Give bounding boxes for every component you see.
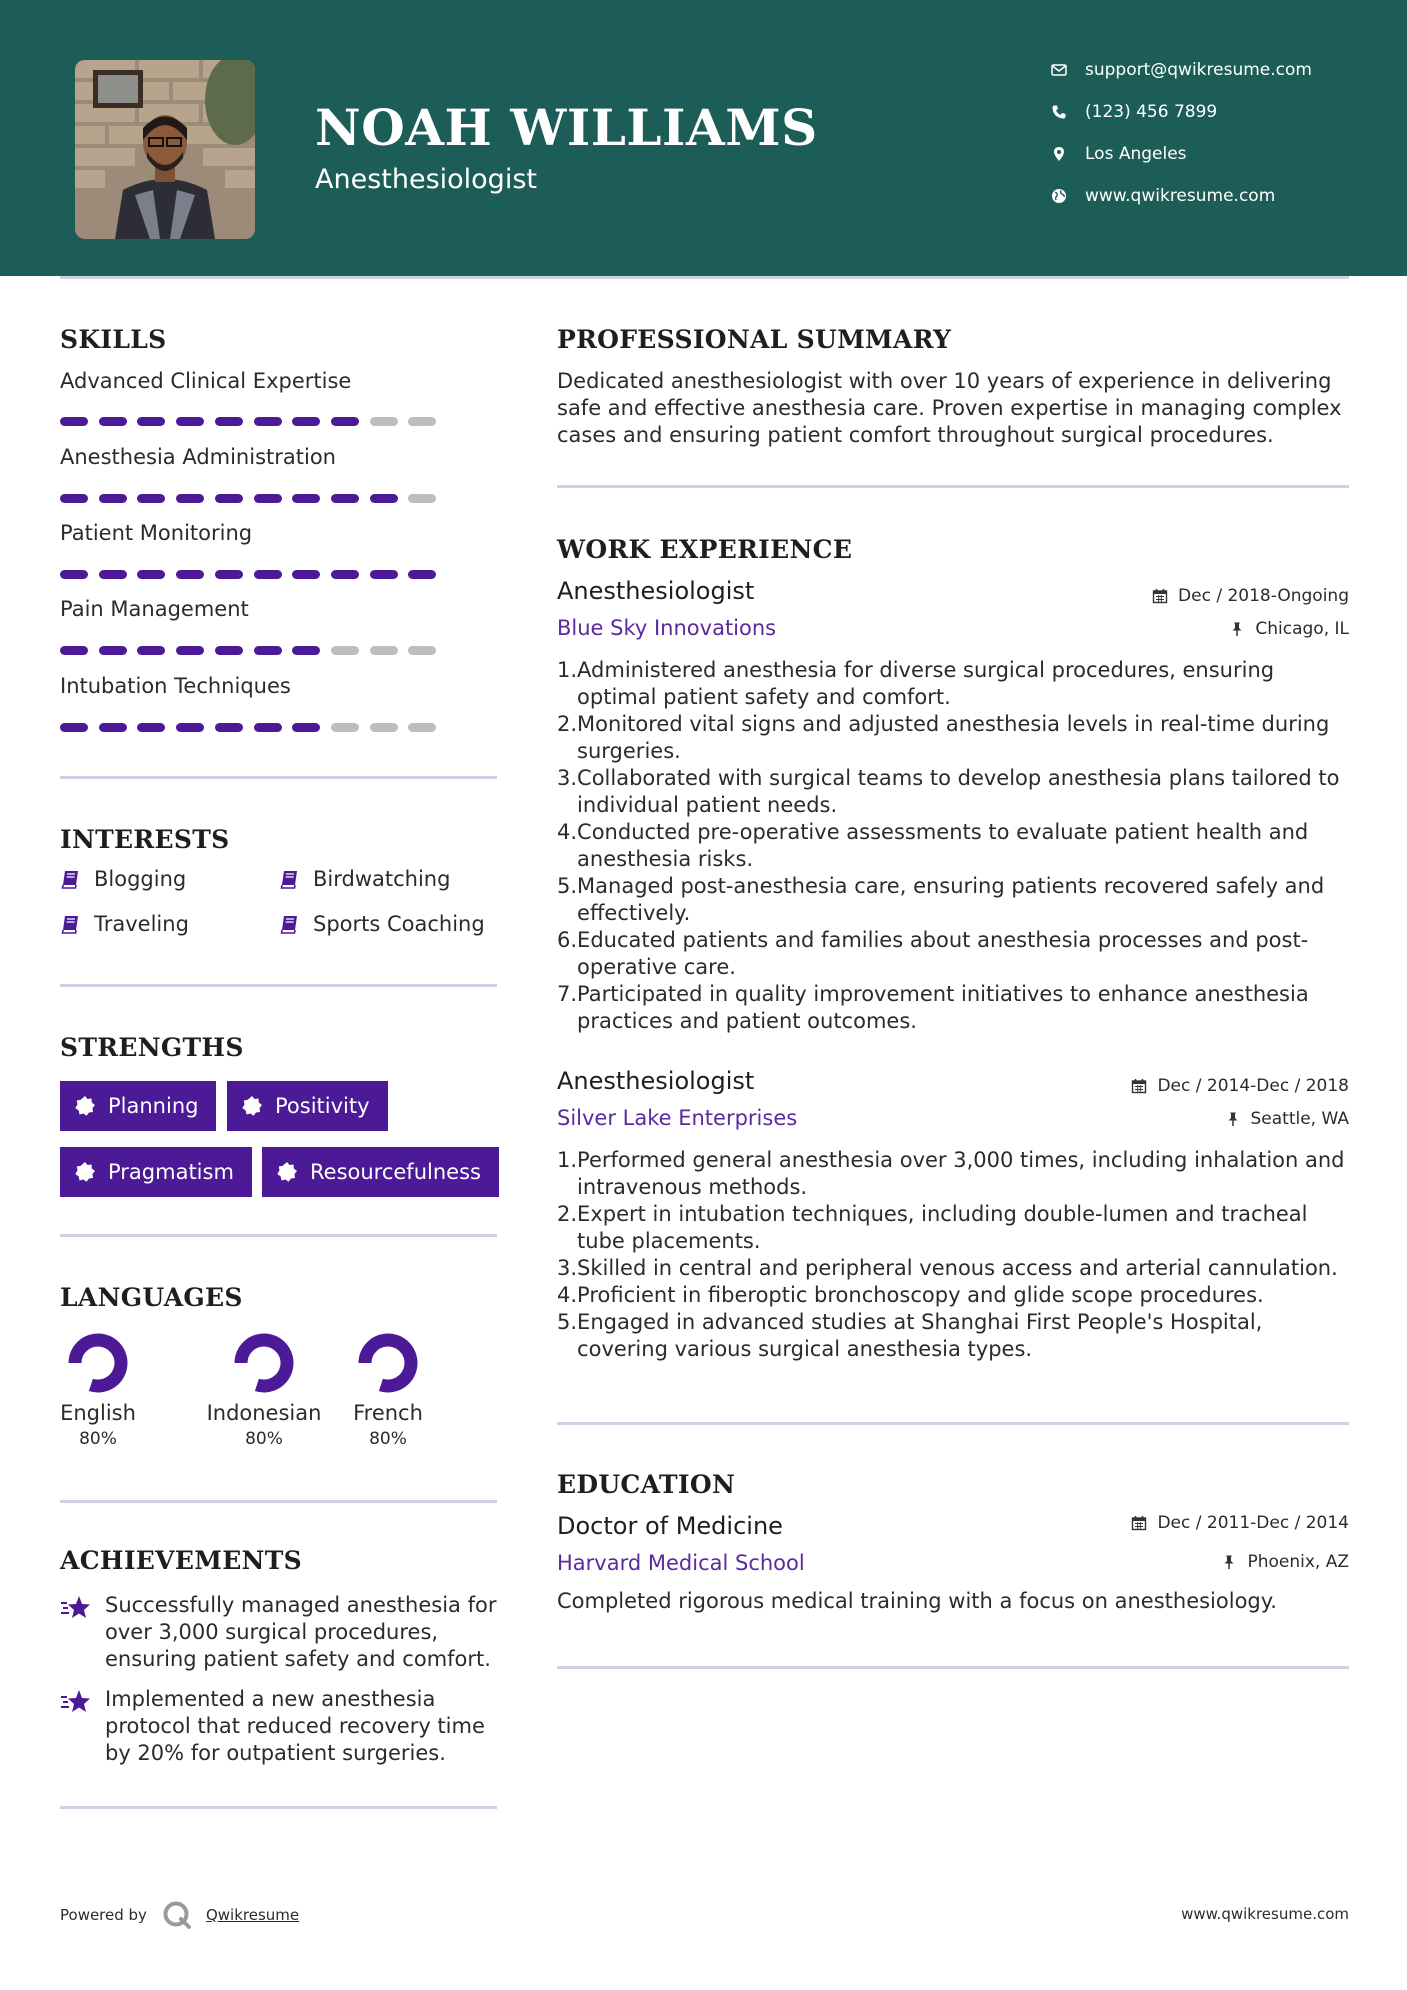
- language-name: English: [60, 1401, 136, 1425]
- strength-label: Positivity: [275, 1094, 370, 1118]
- section-divider: [557, 1422, 1349, 1425]
- contact-email-text: support@qwikresume.com: [1085, 60, 1312, 80]
- duty-item: 5. Managed post-anesthesia care, ensuring patients recovered safely and effectively.: [557, 873, 1357, 927]
- job-duties: [557, 1147, 1357, 1363]
- skill-dot: [215, 570, 243, 579]
- duty-item: 1. Performed general anesthesia over 3,000 times, including inhalation and intravenous methods.: [557, 1147, 1357, 1201]
- skill-dot: [331, 570, 359, 579]
- section-divider: [60, 984, 497, 987]
- skill-dot: [60, 723, 88, 732]
- education-description: Completed rigorous medical training with a focus on anesthesiology.: [557, 1589, 1277, 1613]
- book-icon: [60, 868, 82, 890]
- interest-item: [279, 867, 450, 891]
- language-name: Indonesian: [206, 1401, 322, 1425]
- skill-dot: [331, 723, 359, 732]
- contact-email[interactable]: [1048, 56, 1312, 84]
- skill-dot: [331, 417, 359, 426]
- duty-text: Expert in intubation techniques, including double-lumen and tracheal tube placements.: [577, 1202, 1308, 1253]
- section-divider: [60, 776, 497, 779]
- duty-item: 3. Collaborated with surgical teams to develop anesthesia plans tailored to individual patient needs.: [557, 765, 1357, 819]
- duty-text: Conducted pre-operative assessments to evaluate patient health and anesthesia risks.: [577, 820, 1309, 871]
- duty-item: 2. Expert in intubation techniques, including double-lumen and tracheal tube placements.: [557, 1201, 1357, 1255]
- duty-text: Participated in quality improvement initiatives to enhance anesthesia practices and patient outcomes.: [577, 982, 1309, 1033]
- location-pin-icon: [1048, 143, 1070, 165]
- strength-tag: [262, 1147, 499, 1197]
- skill-dot: [99, 723, 127, 732]
- strengths-heading: STRENGTHS: [60, 1033, 244, 1062]
- interest-item: [60, 867, 186, 891]
- skill-dot: [408, 646, 436, 655]
- skill-dot: [408, 570, 436, 579]
- footer-website[interactable]: www.qwikresume.com: [1181, 1905, 1349, 1923]
- badge-icon: [241, 1095, 263, 1117]
- contact-website-text: www.qwikresume.com: [1085, 186, 1276, 206]
- skill-dot: [254, 570, 282, 579]
- education-location-text: Phoenix, AZ: [1247, 1552, 1349, 1572]
- footer-powered-by: [60, 1900, 299, 1930]
- book-icon: [279, 913, 301, 935]
- strength-tag: [60, 1081, 216, 1131]
- language-name: French: [353, 1401, 423, 1425]
- job-title: Anesthesiologist: [557, 577, 755, 605]
- strength-label: Pragmatism: [108, 1160, 234, 1184]
- summary-heading: PROFESSIONAL SUMMARY: [557, 325, 952, 354]
- language-item: [328, 1333, 448, 1449]
- duty-item: 5. Engaged in advanced studies at Shanghai First People's Hospital, covering various surgical anesthesia types.: [557, 1309, 1357, 1363]
- achievement-text: Successfully managed anesthesia for over 3,000 surgical procedures, ensuring patient safety and comfort.: [105, 1593, 497, 1671]
- interest-item: [279, 912, 485, 936]
- language-percent: 80%: [245, 1429, 283, 1449]
- badge-icon: [276, 1161, 298, 1183]
- skill-name: Intubation Techniques: [60, 674, 291, 698]
- qwikresume-logo-icon: [162, 1900, 192, 1930]
- duty-text: Administered anesthesia for diverse surgical procedures, ensuring optimal patient safety and comfort.: [577, 658, 1275, 709]
- interests-heading: INTERESTS: [60, 825, 230, 854]
- language-item: [38, 1333, 158, 1449]
- skill-dot: [254, 417, 282, 426]
- skill-dot: [176, 494, 204, 503]
- candidate-role: Anesthesiologist: [315, 164, 537, 195]
- skill-dot: [99, 494, 127, 503]
- strength-tag: [60, 1147, 252, 1197]
- duty-text: Monitored vital signs and adjusted anesthesia levels in real-time during surgeries.: [577, 712, 1330, 763]
- skill-dot: [137, 494, 165, 503]
- duty-item: 2. Monitored vital signs and adjusted anesthesia levels in real-time during surgeries.: [557, 711, 1357, 765]
- skill-dot: [215, 494, 243, 503]
- job-date-text: Dec / 2014-Dec / 2018: [1157, 1076, 1349, 1096]
- resume-header: [0, 0, 1407, 276]
- phone-icon: [1048, 101, 1070, 123]
- duty-item: 3. Skilled in central and peripheral venous access and arterial cannulation.: [557, 1256, 1338, 1280]
- skill-dot: [137, 646, 165, 655]
- skill-dot: [408, 417, 436, 426]
- skill-dot: [408, 723, 436, 732]
- skill-name: Pain Management: [60, 597, 249, 621]
- section-divider: [60, 1806, 497, 1809]
- job-duties: [557, 657, 1357, 1035]
- powered-by-label: Powered by: [60, 1906, 147, 1924]
- pushpin-icon: [1221, 1554, 1237, 1570]
- header-divider: [60, 276, 1349, 279]
- skill-dot: [254, 646, 282, 655]
- profile-photo: [75, 60, 255, 239]
- duty-text: Performed general anesthesia over 3,000 times, including inhalation and intravenous methods.: [577, 1148, 1345, 1199]
- skill-dot: [254, 494, 282, 503]
- interest-label: Traveling: [94, 912, 189, 936]
- strength-label: Resourcefulness: [310, 1160, 481, 1184]
- school-name: Harvard Medical School: [557, 1551, 805, 1575]
- book-icon: [60, 913, 82, 935]
- duty-text: Collaborated with surgical teams to develop anesthesia plans tailored to individual patient needs.: [577, 766, 1340, 817]
- interest-label: Sports Coaching: [313, 912, 485, 936]
- strength-tag: [227, 1081, 388, 1131]
- skill-dot: [215, 646, 243, 655]
- interest-item: [60, 912, 189, 936]
- duty-item: 6. Educated patients and families about anesthesia processes and post-operative care.: [557, 927, 1357, 981]
- skill-dot: [292, 723, 320, 732]
- education-heading: EDUCATION: [557, 1470, 736, 1499]
- skill-dot: [408, 494, 436, 503]
- skill-dot: [370, 417, 398, 426]
- globe-icon: [1048, 185, 1070, 207]
- achievements-heading: ACHIEVEMENTS: [60, 1546, 302, 1575]
- skill-dot: [215, 723, 243, 732]
- contact-phone-text: (123) 456 7899: [1085, 102, 1218, 122]
- achievement-item: [60, 1686, 500, 1767]
- contact-location: [1048, 140, 1187, 168]
- skill-name: Advanced Clinical Expertise: [60, 369, 352, 393]
- candidate-name: NOAH WILLIAMS: [315, 98, 818, 157]
- skill-dot: [331, 646, 359, 655]
- skill-dot: [292, 646, 320, 655]
- strength-label: Planning: [108, 1094, 199, 1118]
- skill-dot: [99, 646, 127, 655]
- language-ring: [358, 1333, 418, 1393]
- skill-dot: [99, 417, 127, 426]
- company-name: Silver Lake Enterprises: [557, 1106, 798, 1130]
- degree-title: Doctor of Medicine: [557, 1512, 783, 1540]
- section-divider: [557, 485, 1349, 488]
- job-date: [1131, 1076, 1349, 1096]
- skill-dot: [370, 646, 398, 655]
- skill-dot: [370, 723, 398, 732]
- contact-location-text: Los Angeles: [1085, 144, 1187, 164]
- duty-text: Proficient in fiberoptic bronchoscopy and glide scope procedures.: [577, 1283, 1264, 1307]
- skill-dot: [292, 570, 320, 579]
- duty-item: 4. Proficient in fiberoptic bronchoscopy and glide scope procedures.: [557, 1283, 1264, 1307]
- skill-dot: [254, 723, 282, 732]
- section-divider: [60, 1234, 497, 1237]
- language-percent: 80%: [79, 1429, 117, 1449]
- summary-text: Dedicated anesthesiologist with over 10 years of experience in delivering safe and effective anesthesia care. Proven expertise in managing complex cases and ensuring patient comfort throughout surgical procedures.: [557, 369, 1342, 447]
- interest-label: Blogging: [94, 867, 187, 891]
- star-award-icon: [60, 1688, 90, 1716]
- duty-text: Educated patients and families about anesthesia processes and post-operative care.: [577, 928, 1309, 979]
- experience-heading: WORK EXPERIENCE: [557, 535, 853, 564]
- education-date: [1131, 1513, 1349, 1533]
- section-divider: [557, 1666, 1349, 1669]
- pushpin-icon: [1225, 1111, 1241, 1127]
- duty-item: 7. Participated in quality improvement initiatives to enhance anesthesia practices and patient outcomes.: [557, 981, 1357, 1035]
- interest-label: Birdwatching: [313, 867, 451, 891]
- education-date-text: Dec / 2011-Dec / 2014: [1157, 1513, 1349, 1533]
- language-ring: [234, 1333, 294, 1393]
- skill-dot: [215, 417, 243, 426]
- achievement-item: [60, 1592, 500, 1673]
- duty-text: Skilled in central and peripheral venous access and arterial cannulation.: [577, 1256, 1338, 1280]
- calendar-icon: [1152, 588, 1168, 604]
- skill-dot: [137, 570, 165, 579]
- skill-dot: [292, 494, 320, 503]
- skills-heading: SKILLS: [60, 325, 167, 354]
- language-item: [204, 1333, 324, 1449]
- job-title: Anesthesiologist: [557, 1067, 755, 1095]
- job-location: [1229, 619, 1349, 639]
- company-name: Blue Sky Innovations: [557, 616, 777, 640]
- education-location: [1221, 1552, 1349, 1572]
- calendar-icon: [1131, 1078, 1147, 1094]
- skill-dot: [137, 417, 165, 426]
- skill-dot: [60, 570, 88, 579]
- skill-dot: [331, 494, 359, 503]
- duty-text: Engaged in advanced studies at Shanghai First People's Hospital, covering various surgical anesthesia types.: [577, 1310, 1263, 1361]
- pushpin-icon: [1229, 621, 1245, 637]
- skill-dot: [370, 570, 398, 579]
- language-percent: 80%: [369, 1429, 407, 1449]
- skill-dot: [137, 723, 165, 732]
- envelope-icon: [1048, 59, 1070, 81]
- skill-name: Anesthesia Administration: [60, 445, 336, 469]
- skill-dot: [60, 417, 88, 426]
- job-location-text: Seattle, WA: [1250, 1109, 1349, 1129]
- job-location: [1225, 1109, 1350, 1129]
- qwikresume-link[interactable]: Qwikresume: [205, 1906, 300, 1924]
- duty-item: 4. Conducted pre-operative assessments to evaluate patient health and anesthesia risks.: [557, 819, 1357, 873]
- section-divider: [60, 1500, 497, 1503]
- contact-phone[interactable]: [1048, 98, 1217, 126]
- skill-dot: [176, 570, 204, 579]
- skill-dot: [176, 417, 204, 426]
- skill-dot: [176, 646, 204, 655]
- skill-dot: [370, 494, 398, 503]
- contact-website[interactable]: [1048, 182, 1275, 210]
- badge-icon: [74, 1095, 96, 1117]
- languages-heading: LANGUAGES: [60, 1283, 243, 1312]
- skill-dot: [60, 494, 88, 503]
- duty-item: 1. Administered anesthesia for diverse surgical procedures, ensuring optimal patient safety and comfort.: [557, 657, 1357, 711]
- job-date: [1152, 586, 1349, 606]
- calendar-icon: [1131, 1515, 1147, 1531]
- achievement-text: Implemented a new anesthesia protocol that reduced recovery time by 20% for outpatient surgeries.: [105, 1687, 485, 1765]
- badge-icon: [74, 1161, 96, 1183]
- star-award-icon: [60, 1594, 90, 1622]
- skill-dot: [60, 646, 88, 655]
- job-location-text: Chicago, IL: [1255, 619, 1349, 639]
- job-date-text: Dec / 2018-Ongoing: [1178, 586, 1349, 606]
- skill-dot: [292, 417, 320, 426]
- language-ring: [68, 1333, 128, 1393]
- skill-dot: [99, 570, 127, 579]
- book-icon: [279, 868, 301, 890]
- skill-name: Patient Monitoring: [60, 521, 253, 545]
- skill-dot: [176, 723, 204, 732]
- duty-text: Managed post-anesthesia care, ensuring patients recovered safely and effectively.: [577, 874, 1325, 925]
